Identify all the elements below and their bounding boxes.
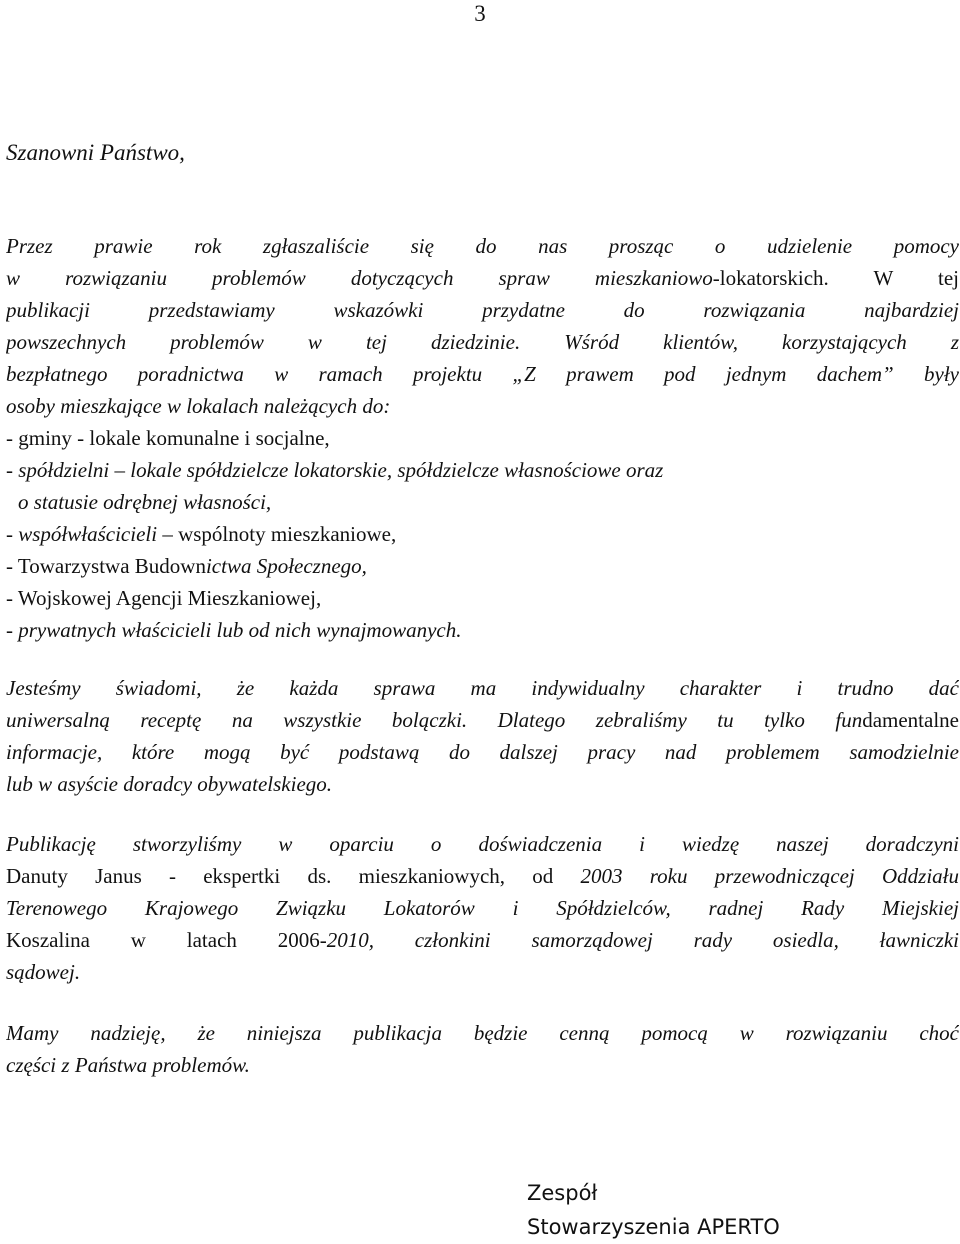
paragraph-hope <box>6 1017 959 1081</box>
para4-line-1: Mamy nadzieję, że niniejsza publikacja będzie cenną pomocą w rozwiązaniu choć <box>6 1021 959 1045</box>
list-item-gminy: - gminy - lokale komunalne i socjalne, <box>6 426 330 450</box>
para3-line-3: Terenowego Krajowego Związku Lokatorów i Spółdzielców, radnej Rady Miejskiej <box>6 896 959 920</box>
signature-organization: Stowarzyszenia APERTO <box>527 1215 780 1239</box>
intro-line-2 <box>6 262 959 294</box>
para2-line-4: lub w asyście doradcy obywatelskiego. <box>6 772 333 796</box>
list-item-tbs <box>6 550 959 582</box>
salutation: Szanowni Państwo, <box>6 140 185 165</box>
list-item-wspolwlascicieli-upright: wspólnoty mieszkaniowe, <box>172 522 397 546</box>
para2-line-2-italic: uniwersalną receptę na wszystkie bolączki. Dlatego zebraliśmy tu tylko fun <box>6 708 863 732</box>
para3-line-4-upright: Koszalina w latach 2006- <box>6 928 327 952</box>
list-item-spoldzielni-cont: o statusie odrębnej własności, <box>18 490 272 514</box>
intro-line-3: publikacji przedstawiamy wskazówki przydatne do rozwiązania najbardziej <box>6 298 959 322</box>
list-item-spoldzielni: - spółdzielni – lokale spółdzielcze lokatorskie, spółdzielcze własnościowe oraz <box>6 458 664 482</box>
para3-line-4 <box>6 924 959 956</box>
intro-line-1: Przez prawie rok zgłaszaliście się do nas prosząc o udzielenie pomocy <box>6 234 959 258</box>
para2-line-2-upright: damentalne <box>862 708 959 732</box>
paragraph-publication <box>6 828 959 988</box>
page-number: 3 <box>474 1 486 26</box>
list-item-wspolwlascicieli <box>6 518 959 550</box>
para2-line-1: Jesteśmy świadomi, że każda sprawa ma indywidualny charakter i trudno dać <box>6 676 959 700</box>
signature-team: Zespół <box>527 1181 598 1205</box>
paragraph-awareness <box>6 672 959 800</box>
list-item-tbs-upright: - Towarzystwa Budown <box>6 554 206 578</box>
intro-line-5: bezpłatnego poradnictwa w ramach projektu „Z prawem pod jednym dachem” były <box>6 362 959 386</box>
para3-line-2-upright: Danuty Janus - ekspertki ds. mieszkaniowych, od <box>6 864 581 888</box>
para2-line-2 <box>6 704 959 736</box>
para3-line-2 <box>6 860 959 892</box>
intro-line-2-upright: lokatorskich. W tej <box>719 266 959 290</box>
para3-line-2-italic: 2003 roku przewodniczącej Oddziału <box>580 864 959 888</box>
list-item-prywatnych: - prywatnych właścicieli lub od nich wynajmowanych. <box>6 618 462 642</box>
intro-paragraph <box>6 230 959 646</box>
para4-line-2: części z Państwa problemów. <box>6 1053 250 1077</box>
signature-block <box>527 1176 780 1244</box>
intro-line-6: osoby mieszkające w lokalach należących do: <box>6 394 391 418</box>
list-item-tbs-italic: ictwa Społecznego, <box>205 554 367 578</box>
para3-line-4-italic: 2010, członkini samorządowej rady osiedla, ławniczki <box>326 928 959 952</box>
list-item-wspolwlascicieli-italic: - współwłaścicieli – <box>6 522 173 546</box>
intro-line-2-italic: w rozwiązaniu problemów dotyczących spraw mieszkaniowo- <box>6 266 720 290</box>
para3-line-5: sądowej. <box>6 960 81 984</box>
para3-line-1: Publikację stworzyliśmy w oparciu o doświadczenia i wiedzę naszej doradczyni <box>6 832 959 856</box>
para2-line-3: informacje, które mogą być podstawą do dalszej pracy nad problemem samodzielnie <box>6 740 959 764</box>
list-item-wam: - Wojskowej Agencji Mieszkaniowej, <box>6 586 322 610</box>
intro-line-4: powszechnych problemów w tej dziedzinie. Wśród klientów, korzystających z <box>6 330 959 354</box>
